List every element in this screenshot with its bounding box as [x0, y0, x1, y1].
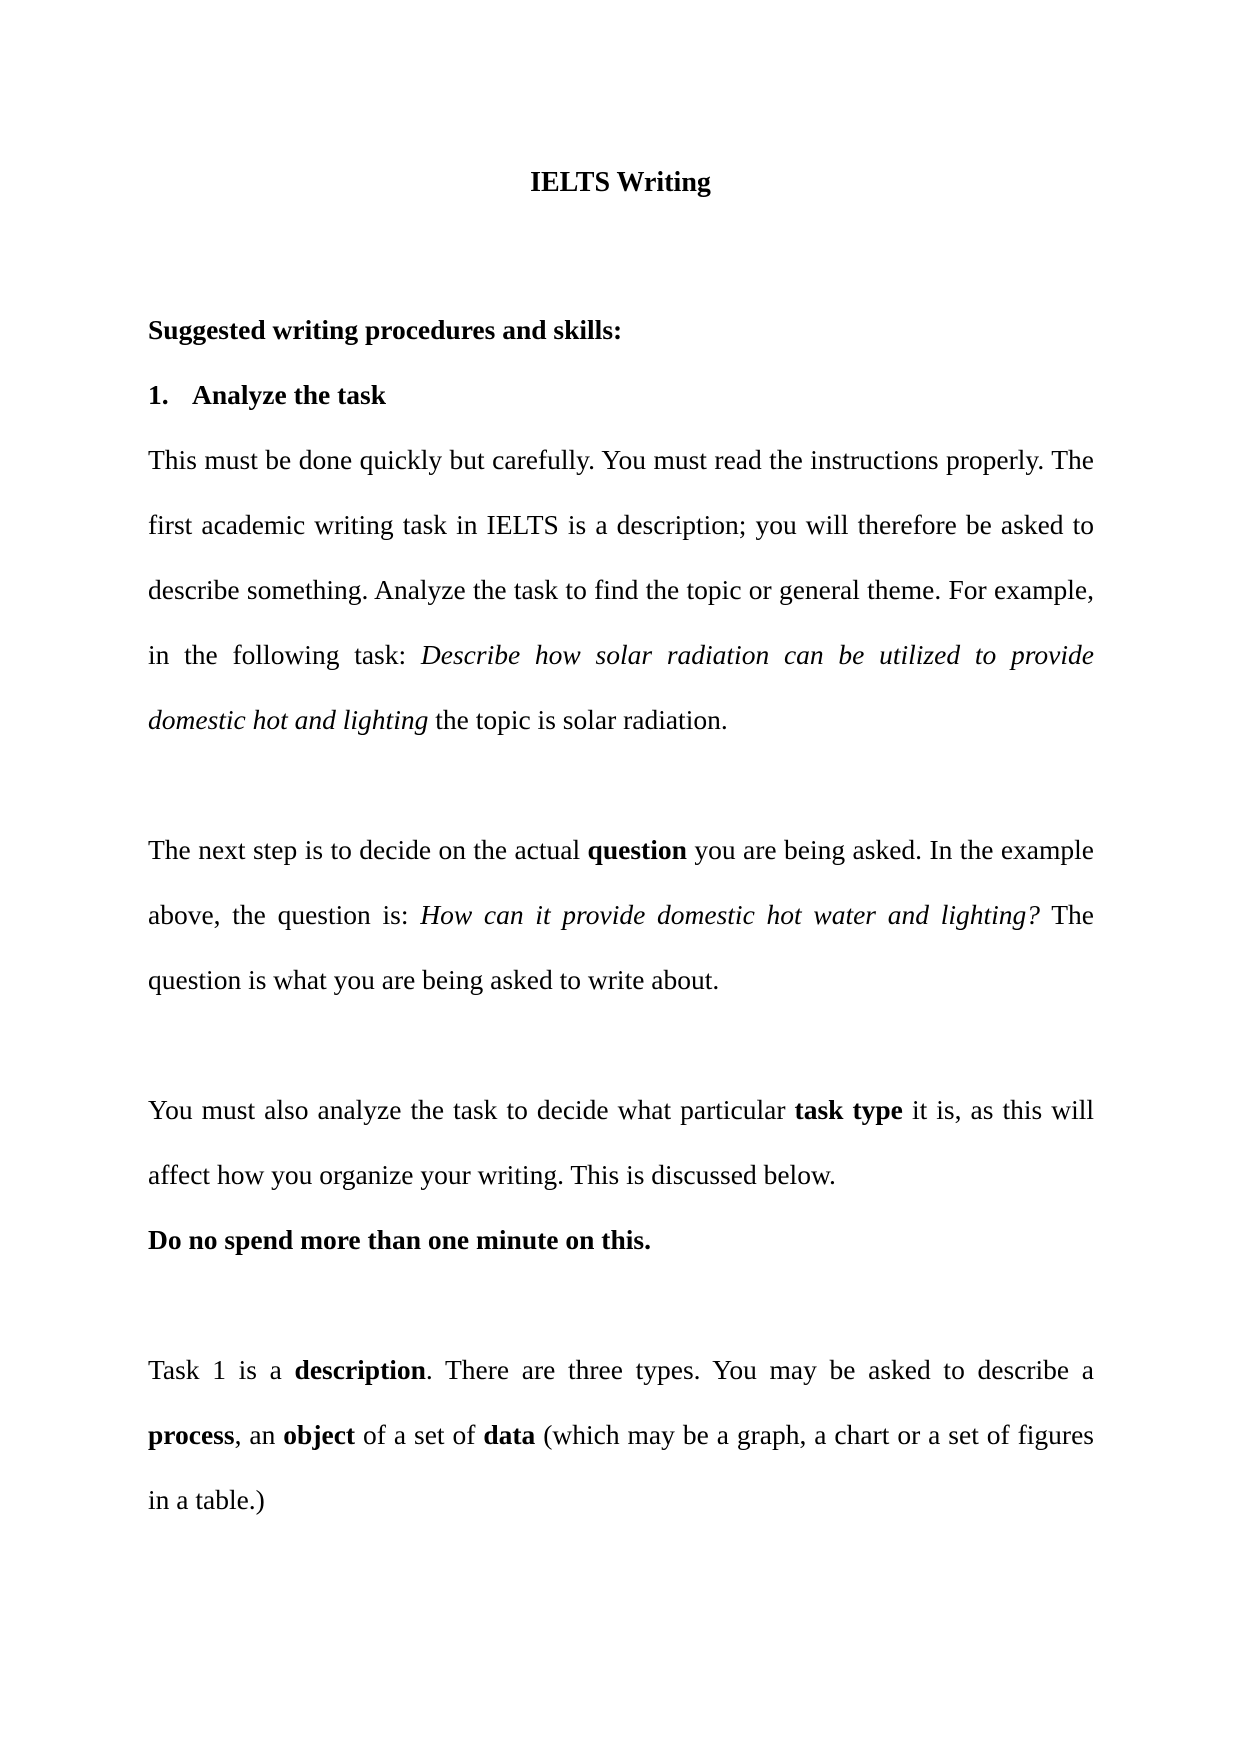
bold-question: question: [587, 834, 687, 865]
page-title: IELTS Writing: [530, 167, 711, 198]
document-body: [148, 297, 1094, 1532]
bold-task-type: task type: [794, 1094, 903, 1125]
para2-text-2: you are being asked. In the example above, the question is:: [148, 834, 1094, 930]
para2-text-1: The next step is to decide on the actual: [148, 834, 588, 865]
paragraph-spacer: [148, 1012, 1094, 1077]
section-heading: Suggested writing procedures and skills:: [148, 314, 623, 345]
para4-text-3: , an: [234, 1419, 284, 1450]
step-number: 1.: [148, 379, 169, 410]
para3-text-2: it is, as this will affect how you organize your writing. This is discussed below.: [148, 1094, 1094, 1190]
example-task-italic: Describe how solar radiation can be utilized to provide domestic hot and lighting: [148, 639, 1094, 735]
paragraph-spacer: [148, 752, 1094, 817]
para2-text-3: The question is what you are being asked to write about.: [148, 899, 1094, 995]
paragraph-question: [148, 817, 1094, 1012]
para4-text-2: . There are three types. You may be asked to describe a: [425, 1354, 1094, 1385]
step-title: Analyze the task: [192, 379, 387, 410]
step-heading: [148, 362, 1094, 427]
bold-description: description: [294, 1354, 426, 1385]
bold-object: object: [283, 1419, 356, 1450]
para4-text-5: (which may be a graph, a chart or a set of figures in a table.): [148, 1419, 1094, 1515]
para4-text-4: of a set of: [355, 1419, 484, 1450]
time-warning: Do no spend more than one minute on this.: [148, 1224, 651, 1255]
para3-text-1: You must also analyze the task to decide what particular: [148, 1094, 795, 1125]
para1-text-2: the topic is solar radiation.: [428, 704, 728, 735]
paragraph-task1-description: [148, 1337, 1094, 1532]
paragraph-analyze-task: [148, 427, 1094, 752]
bold-process: process: [148, 1419, 235, 1450]
paragraph-spacer: [148, 1272, 1094, 1337]
paragraph-task-type: [148, 1077, 1094, 1207]
para1-text-1: This must be done quickly but carefully. You must read the instructions properly. The first academic writing task in IELTS is a description; you will therefore be asked to describe something. Analyze the task to find the topic or general theme. For example, in the following task:: [148, 444, 1094, 670]
example-question-italic: How can it provide domestic hot water and lighting?: [420, 899, 1040, 930]
para4-text-1: Task 1 is a: [148, 1354, 295, 1385]
bold-data: data: [483, 1419, 536, 1450]
